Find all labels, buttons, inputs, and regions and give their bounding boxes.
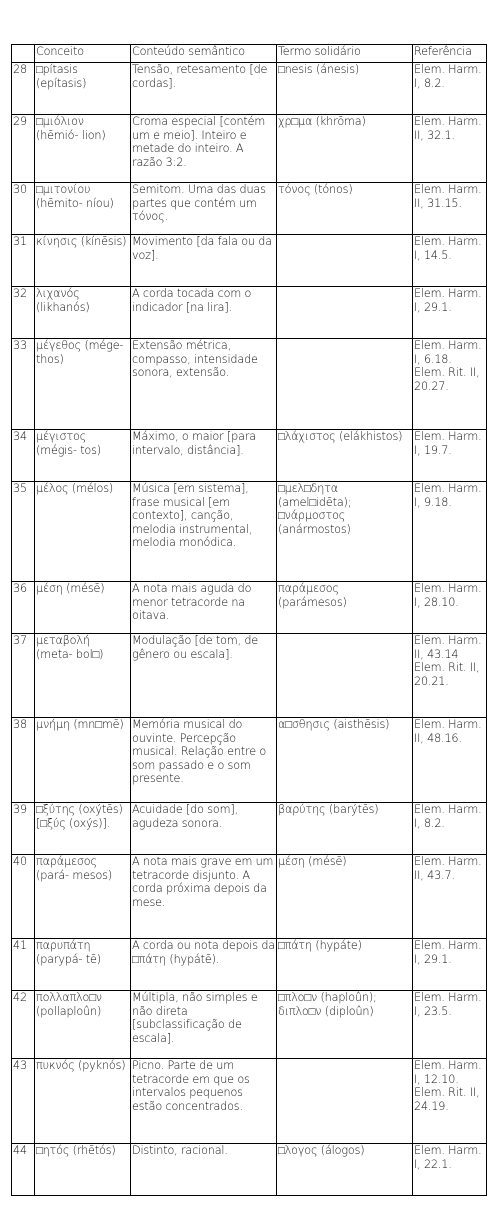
- table-row: [12, 183, 487, 235]
- header-concept: Conceito: [35, 45, 131, 63]
- cell-number: 32: [12, 287, 35, 339]
- cell-concept: μέγεθος (mége- thos): [35, 339, 131, 430]
- table-row: [12, 803, 487, 855]
- cell-semantic: Múltipla, não simples e não direta [subclassificação de escala].: [131, 991, 277, 1059]
- cell-concept: πυκνός (pyknós): [35, 1059, 131, 1144]
- table-row: [12, 582, 487, 634]
- cell-semantic: Picno. Parte de um tetracorde em que os intervalos pequenos estão concentrados.: [131, 1059, 277, 1144]
- cell-number: 31: [12, 235, 35, 287]
- cell-number: 40: [12, 855, 35, 939]
- cell-concept: □ητός (rhētós): [35, 1144, 131, 1196]
- cell-concept: □pítasis (epítasis): [35, 63, 131, 115]
- cell-reference: Elem. Harm. I, 19.7.: [413, 430, 487, 482]
- cell-semantic: Música [em sistema], frase musical [em contexto], canção, melodia instrumental, melodia monódica.: [131, 482, 277, 582]
- cell-concept: μέλος (mélos): [35, 482, 131, 582]
- cell-reference: Elem. Harm. I, 9.18.: [413, 482, 487, 582]
- cell-semantic: Modulação [de tom, de gênero ou escala].: [131, 634, 277, 718]
- cell-semantic: Distinto, racional.: [131, 1144, 277, 1196]
- cell-semantic: Acuidade [do som], agudeza sonora.: [131, 803, 277, 855]
- cell-semantic: A nota mais aguda do menor tetracorde na oitava.: [131, 582, 277, 634]
- cell-semantic: A corda ou nota depois da □πάτη (hypátē).: [131, 939, 277, 991]
- cell-number: 39: [12, 803, 35, 855]
- cell-reference: Elem. Harm. I, 29.1.: [413, 939, 487, 991]
- header-number: [12, 45, 35, 63]
- cell-concept: □μιόλιον (hēmió- lion): [35, 115, 131, 183]
- table-row: [12, 287, 487, 339]
- table-row: [12, 1059, 487, 1144]
- cell-concept: □μιτονίου (hēmito- níou): [35, 183, 131, 235]
- cell-reference: Elem. Harm. I, 12.10. Elem. Rit. II, 24.19.: [413, 1059, 487, 1144]
- header-reference: Referência: [413, 45, 487, 63]
- cell-semantic: Croma especial [contém um e meio]. Inteiro e metade do inteiro. A razão 3:2.: [131, 115, 277, 183]
- cell-reference: Elem. Harm. I, 28.10.: [413, 582, 487, 634]
- cell-reference: Elem. Harm. II, 43.14 Elem. Rit. II, 20.21.: [413, 634, 487, 718]
- cell-related-term: παράμεσος (parámesos): [277, 582, 413, 634]
- cell-concept: παρυπάτη (parypá- tē): [35, 939, 131, 991]
- cell-concept: παράμεσος (pará- mesos): [35, 855, 131, 939]
- cell-reference: Elem. Harm. II, 48.16.: [413, 718, 487, 803]
- cell-related-term: [277, 339, 413, 430]
- cell-related-term: □πλο□ν (haploûn); διπλο□ν (diploûn): [277, 991, 413, 1059]
- cell-related-term: [277, 235, 413, 287]
- cell-concept: μέγιστος (mégis- tos): [35, 430, 131, 482]
- table-row: [12, 1144, 487, 1196]
- table-row: [12, 235, 487, 287]
- cell-number: 43: [12, 1059, 35, 1144]
- cell-semantic: Tensão, retesamento [de cordas].: [131, 63, 277, 115]
- cell-related-term: [277, 634, 413, 718]
- cell-semantic: Memória musical do ouvinte. Percepção musical. Relação entre o som passado e o som presente.: [131, 718, 277, 803]
- cell-reference: Elem. Harm. I, 29.1.: [413, 287, 487, 339]
- cell-number: 28: [12, 63, 35, 115]
- table-row: [12, 430, 487, 482]
- cell-number: 29: [12, 115, 35, 183]
- header-row: [12, 45, 487, 63]
- cell-concept: μέση (mésē): [35, 582, 131, 634]
- cell-related-term: μέση (mésē): [277, 855, 413, 939]
- cell-reference: Elem. Harm. I, 22.1.: [413, 1144, 487, 1196]
- cell-related-term: □nesis (ánesis): [277, 63, 413, 115]
- cell-reference: Elem. Harm. I, 8.2.: [413, 63, 487, 115]
- table-row: [12, 939, 487, 991]
- cell-number: 42: [12, 991, 35, 1059]
- cell-semantic: Semitom. Uma das duas partes que contém um τόνος.: [131, 183, 277, 235]
- cell-related-term: □λάχιστος (elákhistos): [277, 430, 413, 482]
- cell-concept: μνήμη (mn□mē): [35, 718, 131, 803]
- cell-concept: μεταβολή (meta- bol□): [35, 634, 131, 718]
- header-semantic: Conteúdo semântico: [131, 45, 277, 63]
- cell-number: 33: [12, 339, 35, 430]
- cell-number: 41: [12, 939, 35, 991]
- table-row: [12, 482, 487, 582]
- cell-reference: Elem. Harm. II, 43.7.: [413, 855, 487, 939]
- cell-number: 44: [12, 1144, 35, 1196]
- glossary-table: [11, 44, 487, 1196]
- cell-semantic: A corda tocada com o indicador [na lira].: [131, 287, 277, 339]
- cell-related-term: τόνος (tónos): [277, 183, 413, 235]
- cell-number: 37: [12, 634, 35, 718]
- cell-number: 35: [12, 482, 35, 582]
- cell-reference: Elem. Harm. I, 14.5.: [413, 235, 487, 287]
- cell-related-term: [277, 1059, 413, 1144]
- cell-number: 34: [12, 430, 35, 482]
- cell-reference: Elem. Harm. I, 8.2.: [413, 803, 487, 855]
- table-row: [12, 718, 487, 803]
- table-row: [12, 115, 487, 183]
- table-row: [12, 339, 487, 430]
- header-related-term: Termo solidário: [277, 45, 413, 63]
- cell-number: 38: [12, 718, 35, 803]
- cell-number: 30: [12, 183, 35, 235]
- cell-semantic: Movimento [da fala ou da voz].: [131, 235, 277, 287]
- cell-concept: λιχανός (likhanós): [35, 287, 131, 339]
- cell-related-term: □μελ□δητα (amel□idēta); □νάρμοστος (anármostos): [277, 482, 413, 582]
- cell-reference: Elem. Harm. II, 32.1.: [413, 115, 487, 183]
- table-row: [12, 63, 487, 115]
- cell-reference: Elem. Harm. I, 23.5.: [413, 991, 487, 1059]
- cell-related-term: [277, 287, 413, 339]
- cell-concept: πολλαπλο□ν (pollaploûn): [35, 991, 131, 1059]
- table-row: [12, 855, 487, 939]
- cell-related-term: βαρύτης (barýtēs): [277, 803, 413, 855]
- table-row: [12, 634, 487, 718]
- cell-semantic: A nota mais grave em um tetracorde disjunto. A corda próxima depois da mese.: [131, 855, 277, 939]
- table-row: [12, 991, 487, 1059]
- cell-related-term: □πάτη (hypáte): [277, 939, 413, 991]
- cell-related-term: χρ□μα (khrōma): [277, 115, 413, 183]
- cell-semantic: Extensão métrica, compasso, intensidade sonora, extensão.: [131, 339, 277, 430]
- table-body: [12, 63, 487, 1196]
- cell-reference: Elem. Harm. I, 6.18. Elem. Rit. II, 20.27.: [413, 339, 487, 430]
- cell-semantic: Máximo, o maior [para intervalo, distância].: [131, 430, 277, 482]
- cell-related-term: α□σθησις (aisthēsis): [277, 718, 413, 803]
- cell-concept: □ξύτης (oxýtēs) [□ξύς (oxýs)].: [35, 803, 131, 855]
- table-header: [12, 45, 487, 63]
- cell-number: 36: [12, 582, 35, 634]
- cell-concept: κίνησις (kínēsis): [35, 235, 131, 287]
- cell-related-term: □λογος (álogos): [277, 1144, 413, 1196]
- cell-reference: Elem. Harm. II, 31.15.: [413, 183, 487, 235]
